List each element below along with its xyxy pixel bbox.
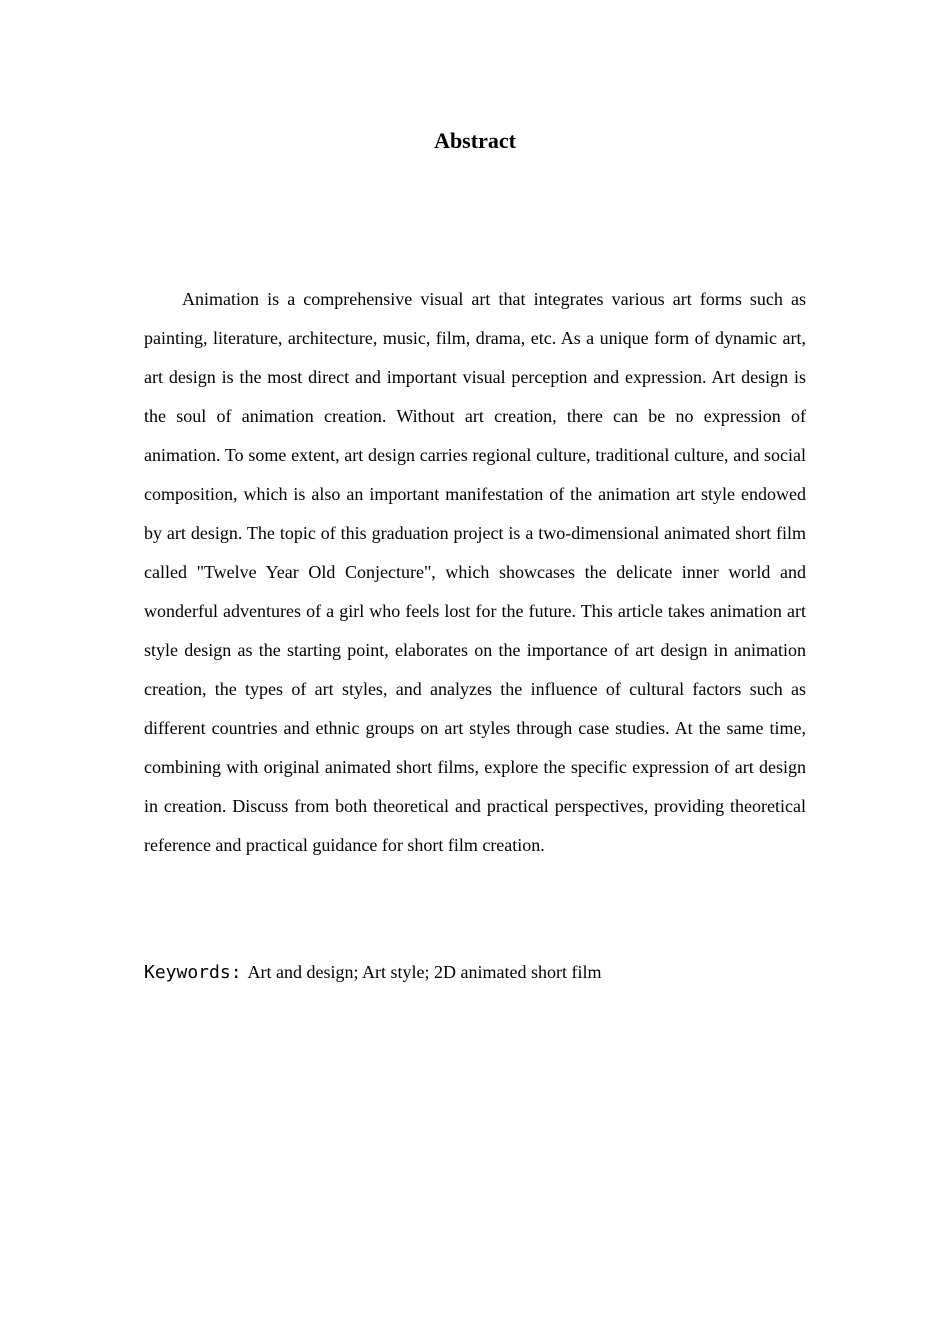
page-title: Abstract: [434, 128, 516, 153]
keywords-label: Keywords:: [144, 962, 242, 983]
abstract-paragraph: Animation is a comprehensive visual art that integrates various art forms such as painting, literature, architecture, music, film, drama, etc. As a unique form of dynamic art, art design is the most direct and important visual perception and expression. Art design is the soul of animation creation. Without art creation, there can be no expression of animation. To some extent, art design carries regional culture, traditional culture, and social composition, which is also an important manifestation of the animation art style endowed by art design. The topic of this graduation project is a two-dimensional animated short film called "Twelve Year Old Conjecture", which showcases the delicate inner world and wonderful adventures of a girl who feels lost for the future. This article takes animation art style design as the starting point, elaborates on the importance of art design in animation creation, the types of art styles, and analyzes the influence of cultural factors such as different countries and ethnic groups on art styles through case studies. At the same time, combining with original animated short films, explore the specific expression of art design in creation. Discuss from both theoretical and practical perspectives, providing theoretical reference and practical guidance for short film creation.: [144, 289, 806, 855]
keywords-line: [144, 956, 806, 989]
keywords-value: Art and design; Art style; 2D animated short film: [247, 962, 602, 982]
